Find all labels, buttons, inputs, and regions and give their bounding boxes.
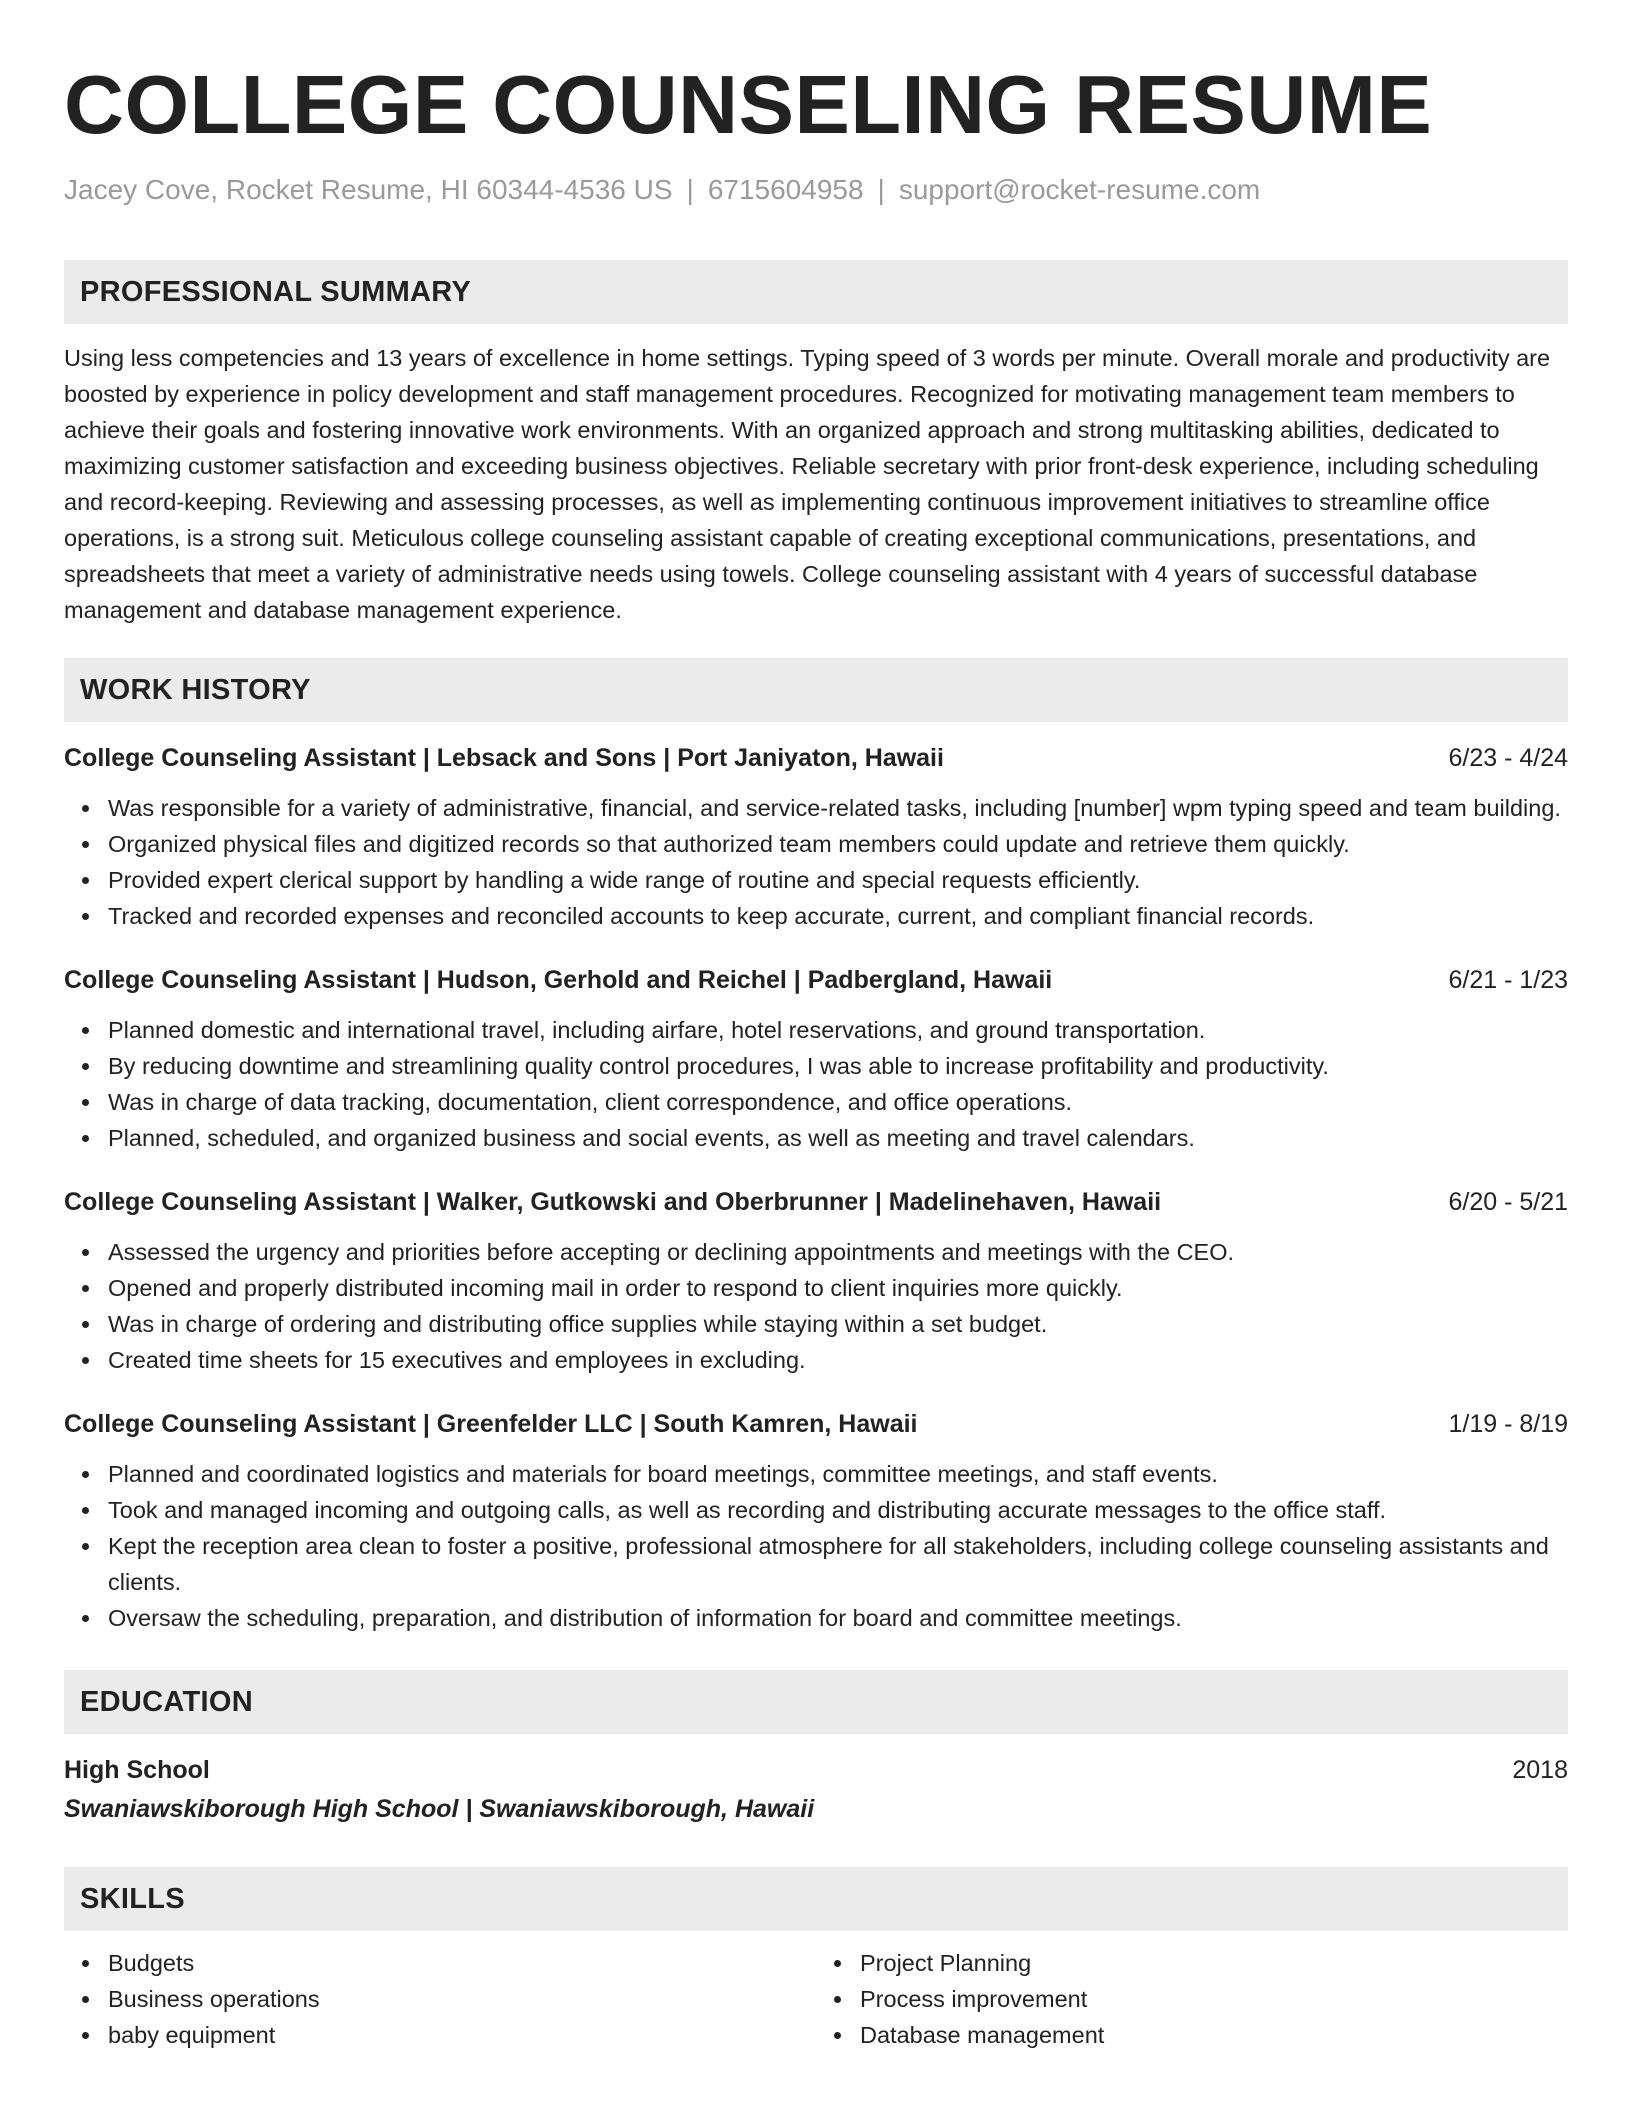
skills-column-left: [64, 1945, 816, 2053]
job-header: [64, 1406, 1568, 1442]
job-dates: 6/20 - 5/21: [1448, 1188, 1568, 1216]
job-bullet: Tracked and recorded expenses and reconciled accounts to keep accurate, current, and compliant financial records.: [108, 898, 1568, 934]
skill-item: Database management: [860, 2017, 1568, 2053]
summary-section: [64, 260, 1568, 628]
job-dates: 6/23 - 4/24: [1448, 744, 1568, 772]
skill-item: Project Planning: [860, 1945, 1568, 1981]
contact-line: [64, 172, 1568, 208]
skills-section: [64, 1867, 1568, 2053]
job-bullet: Opened and properly distributed incoming mail in order to respond to client inquiries more quickly.: [108, 1270, 1568, 1306]
job-bullet: Oversaw the scheduling, preparation, and distribution of information for board and committee meetings.: [108, 1600, 1568, 1636]
summary-text: Using less competencies and 13 years of excellence in home settings. Typing speed of 3 words per minute. Overall morale and productivity are boosted by experience in policy development and staff management procedures. Recognized for motivating management team members to achieve their goals and fostering innovative work environments. With an organized approach and strong multitasking abilities, dedicated to maximizing customer satisfaction and exceeding business objectives. Reliable secretary with prior front-desk experience, including scheduling and record-keeping. Reviewing and assessing processes, as well as implementing continuous improvement initiatives to streamline office operations, is a strong suit. Meticulous college counseling assistant capable of creating exceptional communications, presentations, and spreadsheets that meet a variety of administrative needs using towels. College counseling assistant with 4 years of successful database management and database management experience.: [64, 345, 1551, 623]
contact-separator: |: [686, 174, 694, 205]
job-bullet: Provided expert clerical support by handling a wide range of routine and special requests efficiently.: [108, 862, 1568, 898]
job-entry: [64, 1184, 1568, 1378]
job-dates: 1/19 - 8/19: [1448, 1410, 1568, 1438]
job-header: [64, 740, 1568, 776]
work-history-heading: WORK HISTORY: [64, 658, 1568, 722]
skill-item: Process improvement: [860, 1981, 1568, 2017]
job-bullet: Planned domestic and international travel, including airfare, hotel reservations, and ground transportation.: [108, 1012, 1568, 1048]
job-bullet: Created time sheets for 15 executives and employees in excluding.: [108, 1342, 1568, 1378]
job-entry: [64, 962, 1568, 1156]
job-bullet: Planned, scheduled, and organized business and social events, as well as meeting and travel calendars.: [108, 1120, 1568, 1156]
skill-item: Business operations: [108, 1981, 816, 2017]
job-bullet: Was in charge of data tracking, documentation, client correspondence, and office operations.: [108, 1084, 1568, 1120]
job-title: College Counseling Assistant | Walker, Gutkowski and Oberbrunner | Madelinehaven, Hawaii: [64, 1188, 1162, 1216]
education-header: [64, 1752, 1568, 1788]
job-bullet: Took and managed incoming and outgoing calls, as well as recording and distributing accurate messages to the office staff.: [108, 1492, 1568, 1528]
education-section: [64, 1670, 1568, 1827]
summary-heading: PROFESSIONAL SUMMARY: [64, 260, 1568, 324]
job-header: [64, 1184, 1568, 1220]
job-bullet: Kept the reception area clean to foster a positive, professional atmosphere for all stakeholders, including college counseling assistants and clients.: [108, 1528, 1568, 1600]
job-entry: [64, 740, 1568, 934]
job-bullet: Organized physical files and digitized records so that authorized team members could update and retrieve them quickly.: [108, 826, 1568, 862]
education-degree: High School: [64, 1756, 210, 1784]
skill-item: baby equipment: [108, 2017, 816, 2053]
work-history-section: [64, 658, 1568, 1636]
job-bullet: By reducing downtime and streamlining quality control procedures, I was able to increase profitability and productivity.: [108, 1048, 1568, 1084]
job-bullet: Assessed the urgency and priorities before accepting or declining appointments and meetings with the CEO.: [108, 1234, 1568, 1270]
contact-address: Jacey Cove, Rocket Resume, HI 60344-4536 US: [64, 174, 673, 205]
job-bullets: [64, 1012, 1568, 1156]
education-entry: [64, 1752, 1568, 1827]
job-bullet: Was in charge of ordering and distributing office supplies while staying within a set budget.: [108, 1306, 1568, 1342]
job-bullets: [64, 1234, 1568, 1378]
contact-email: support@rocket-resume.com: [898, 174, 1261, 205]
job-title: College Counseling Assistant | Hudson, Gerhold and Reichel | Padbergland, Hawaii: [64, 966, 1053, 994]
job-bullet: Planned and coordinated logistics and materials for board meetings, committee meetings, and staff events.: [108, 1456, 1568, 1492]
job-bullets: [64, 1456, 1568, 1636]
job-bullets: [64, 790, 1568, 934]
contact-separator: |: [877, 174, 885, 205]
education-heading: EDUCATION: [64, 1670, 1568, 1734]
contact-phone: 6715604958: [707, 174, 864, 205]
resume-title: COLLEGE COUNSELING RESUME: [64, 58, 1433, 151]
job-entry: [64, 1406, 1568, 1636]
job-title: College Counseling Assistant | Greenfelder LLC | South Kamren, Hawaii: [64, 1410, 918, 1438]
skills-grid: [64, 1945, 1568, 2053]
job-dates: 6/21 - 1/23: [1448, 966, 1568, 994]
skills-heading: SKILLS: [64, 1867, 1568, 1931]
skill-item: Budgets: [108, 1945, 816, 1981]
job-bullet: Was responsible for a variety of administrative, financial, and service-related tasks, including [number] wpm typing speed and team building.: [108, 790, 1568, 826]
education-school: Swaniawskiborough High School | Swaniawskiborough, Hawaii: [64, 1795, 815, 1823]
education-year: 2018: [1512, 1756, 1568, 1784]
job-title: College Counseling Assistant | Lebsack and Sons | Port Janiyaton, Hawaii: [64, 744, 944, 772]
job-header: [64, 962, 1568, 998]
skills-column-right: [816, 1945, 1568, 2053]
